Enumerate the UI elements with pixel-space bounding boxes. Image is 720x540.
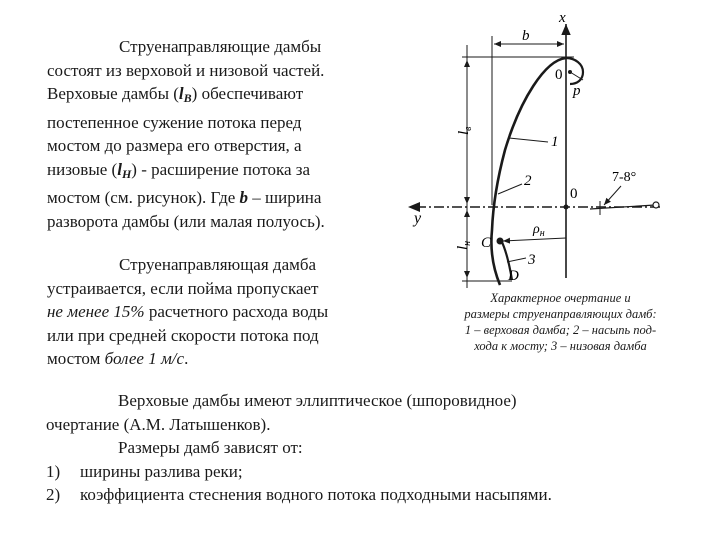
leader-3	[507, 258, 526, 262]
b-label: b	[522, 28, 530, 44]
paragraph-dam-conditions	[47, 253, 392, 371]
text-line: Струенаправляющие дамбы	[119, 37, 322, 56]
origin-top-label: 0	[555, 67, 563, 83]
point-c-dot	[497, 238, 504, 245]
y-axis-label: y	[414, 210, 422, 227]
text-line: Верховые дамбы $(l_В)$ обеспечивают	[47, 84, 304, 105]
text-line: мостом (см. рисунок). Где b – ширина	[47, 188, 322, 207]
label-2: 2	[524, 173, 532, 189]
text-line: разворота дамбы (или малая полуось).	[47, 211, 325, 231]
angle-label: 7-8°	[612, 170, 637, 185]
list-text: ширины разлива реки;	[80, 461, 243, 481]
text-line: состоят из верховой и низовой частей.	[47, 60, 325, 80]
angle-arrow	[604, 186, 621, 205]
leader-2	[498, 184, 522, 194]
point-c-label: C	[481, 235, 492, 251]
paragraph-dams-structure	[47, 35, 387, 233]
text-line: Размеры дамб зависят от:	[118, 438, 303, 457]
text-line: мостом до размера его отверстия, а	[47, 136, 302, 155]
upstream-dam-curve	[491, 58, 566, 285]
head-radius	[570, 72, 583, 80]
label-3: 3	[528, 252, 536, 268]
x-axis-label: x	[559, 10, 566, 26]
lv-label: $l_в$	[456, 126, 474, 135]
caption-line: Характерное очертание и	[490, 291, 631, 305]
p-label: р	[573, 83, 581, 99]
text-line: низовые $(l_Н)$ - расширение потока за	[47, 159, 311, 181]
list-number: 2)	[46, 485, 61, 504]
ln-label: $l_н$	[455, 240, 473, 250]
text-line: постепенное сужение потока перед	[47, 112, 302, 132]
text-line: не менее 15% расчетного расхода воды	[47, 302, 329, 321]
text-line: устраивается, если пойма пропускает	[47, 278, 319, 298]
text-line: очертание (А.М. Латышенков).	[46, 414, 271, 434]
caption-line: размеры струенаправляющих дамб:	[464, 307, 657, 321]
rho-arrow	[503, 238, 566, 241]
caption-line: хода к мосту; 3 – низовая дамба	[474, 339, 647, 353]
label-1: 1	[551, 134, 559, 150]
point-d-label: D	[508, 268, 519, 284]
figure-caption	[418, 290, 703, 354]
text-line: Верховые дамбы имеют эллиптическое (шпоровидное)	[118, 391, 517, 410]
origin-mid-label: 0	[570, 186, 578, 202]
caption-line: 1 – верховая дамба; 2 – насыпь под-	[464, 323, 657, 337]
text-line: или при средней скорости потока под	[47, 325, 319, 345]
paragraph-dam-dimensions	[46, 389, 706, 507]
rho-label: $\rho_н$	[533, 222, 545, 239]
list-item	[46, 483, 706, 507]
leader-1	[509, 138, 548, 142]
text-line: мостом более 1 м/с.	[47, 349, 189, 368]
text-line: Струенаправляющая дамба	[119, 255, 317, 274]
embankment-end-dot	[653, 202, 659, 208]
origin-mid-dot	[564, 205, 569, 210]
list-item	[46, 460, 706, 484]
dam-diagram	[400, 0, 690, 290]
list-number: 1)	[46, 461, 61, 481]
list-text: коэффициента стеснения водного потока подходными насыпями.	[80, 485, 552, 504]
